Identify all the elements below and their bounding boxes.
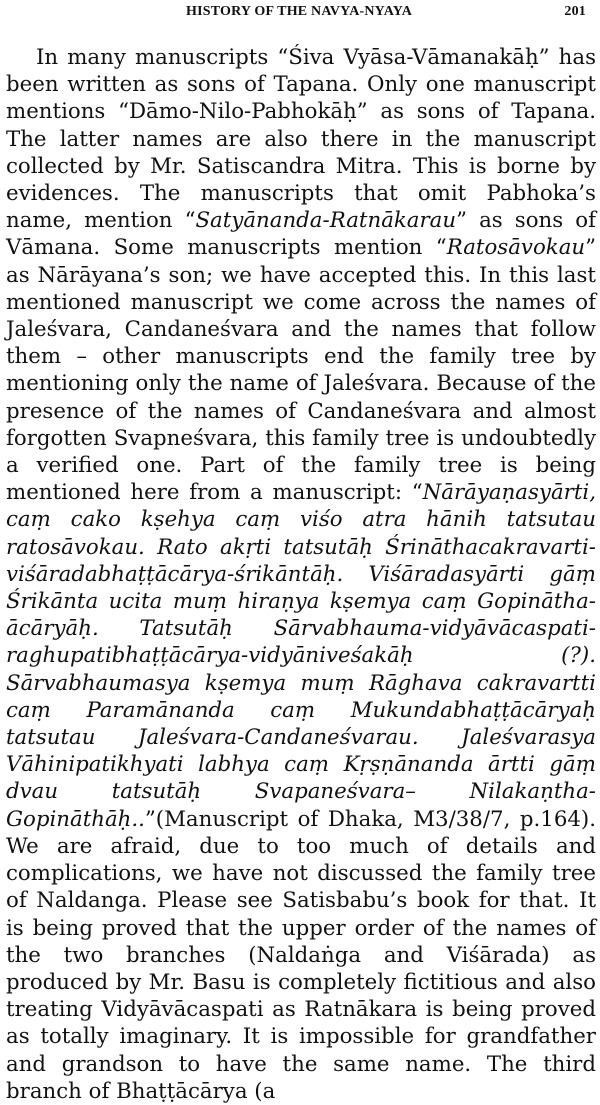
text-run: ” as Nārāyana’s son; we have accepted this. In this last mentioned manuscript we come across the names of Jaleśvara, Candaneśvara and the names that follow them – other manuscripts end the family tree by mentioning only the name of Jaleśvara. Because of the presence of the names of Candaneśvara and almost forgotten Svapneśvara, this family tree is undoubtedly a verified one. Part of the family tree is being mentioned here from a manuscript: “	[6, 235, 596, 506]
text-run: ”(Manuscript of Dhaka, M3/38/7, p.164). We are afraid, due to too much of details and complications, we have not discussed the family tree of Naldanga. Please see Satisbabu’s book for that. It is being proved that the upper order of the names of the two branches (Naldaṅga and Viśārada) as produced by Mr. Basu is completely fictitious and also treating Vidyāvācaspati as Ratnākara is being proved as totally imaginary. It is impossible for grandfather and grandson to have the same name. The third branch of Bhaṭṭācārya (a	[6, 806, 596, 1104]
page-number: 201	[564, 4, 586, 19]
italic-run: Ratosāvokau	[446, 235, 586, 261]
body-text	[6, 44, 596, 1105]
italic-run: Nārāyaṇasyārti, caṃ cako kṣehya caṃ viśo atra hānih tatsutau ratosāvokau. Rato akṛti tatsutāḥ Śrināthacakravarti-viśāradabhaṭṭācārya-śrikāntāḥ. Viśāradasyārti gāṃ Śrikānta ucita muṃ hiraṇya kṣemya caṃ Gopinātha-ācāryāḥ. Tatsutāḥ Sārvabhauma-vidyāvācaspati-raghupatibhaṭṭācārya-vidyāniveśakāḥ (?). Sārvabhaumasya kṣemya muṃ Rāghava cakravartti caṃ Paramānanda caṃ Mukundabhaṭṭācāryaḥ tatsutau Jaleśvara-Candaneśvarau. Jaleśvarasya Vāhinipatikhyati labhya caṃ Kṛṣṇānanda ārtti gāṃ dvau tatsutāḥ Svapaneśvara– Nilakaṇtha-Gopināthāḥ..	[6, 480, 596, 832]
running-head	[0, 2, 600, 24]
text-run: In many manuscripts “Śiva Vyāsa-Vāmanakāḥ” has been written as sons of Tapana. Only one manuscript mentions “Dāmo-Nilo-Pabhokāḥ” as sons of Tapana. The latter names are also there in the manuscript collected by Mr. Satiscandra Mitra. This is borne by evidences. The manuscripts that omit Pabhoka’s name, mention “	[6, 45, 596, 234]
text-run: ” as sons of Vāmana. Some manuscripts mention “	[6, 208, 596, 261]
italic-run: Satyānanda-Ratnākarau	[195, 208, 457, 234]
paragraph	[6, 44, 596, 1105]
running-title: HISTORY OF THE NAVYA-NYAYA	[186, 4, 413, 19]
